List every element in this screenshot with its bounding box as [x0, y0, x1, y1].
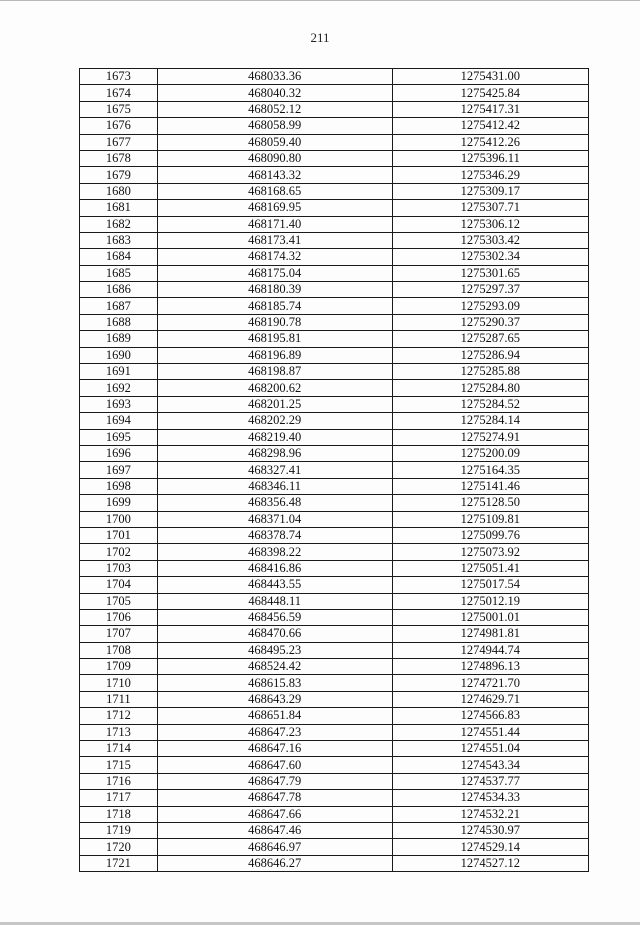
table-row — [80, 790, 589, 806]
point-number-cell: 1679 — [80, 167, 158, 183]
table-row — [80, 478, 589, 494]
x-coordinate-cell: 468615.83 — [157, 675, 392, 691]
table-row — [80, 69, 589, 85]
table-row — [80, 429, 589, 445]
point-number-cell: 1701 — [80, 527, 158, 543]
x-coordinate-cell: 468180.39 — [157, 282, 392, 298]
x-coordinate-cell: 468168.65 — [157, 183, 392, 199]
point-number-cell: 1692 — [80, 380, 158, 396]
y-coordinate-cell: 1275099.76 — [392, 527, 588, 543]
y-coordinate-cell: 1275302.34 — [392, 249, 588, 265]
table-row — [80, 232, 589, 248]
point-number-cell: 1695 — [80, 429, 158, 445]
y-coordinate-cell: 1275141.46 — [392, 478, 588, 494]
point-number-cell: 1688 — [80, 314, 158, 330]
scan-edge-top — [0, 0, 640, 1]
y-coordinate-cell: 1274530.97 — [392, 822, 588, 838]
y-coordinate-cell: 1274529.14 — [392, 839, 588, 855]
table-row — [80, 314, 589, 330]
table-row — [80, 839, 589, 855]
point-number-cell: 1691 — [80, 364, 158, 380]
table-row — [80, 134, 589, 150]
table-row — [80, 183, 589, 199]
y-coordinate-cell: 1275001.01 — [392, 609, 588, 625]
point-number-cell: 1696 — [80, 445, 158, 461]
table-row — [80, 216, 589, 232]
point-number-cell: 1706 — [80, 609, 158, 625]
point-number-cell: 1690 — [80, 347, 158, 363]
x-coordinate-cell: 468647.16 — [157, 741, 392, 757]
y-coordinate-cell: 1274551.44 — [392, 724, 588, 740]
x-coordinate-cell: 468651.84 — [157, 708, 392, 724]
x-coordinate-cell: 468200.62 — [157, 380, 392, 396]
x-coordinate-cell: 468059.40 — [157, 134, 392, 150]
x-coordinate-cell: 468448.11 — [157, 593, 392, 609]
table-row — [80, 462, 589, 478]
table-row — [80, 396, 589, 412]
x-coordinate-cell: 468219.40 — [157, 429, 392, 445]
x-coordinate-cell: 468646.97 — [157, 839, 392, 855]
point-number-cell: 1675 — [80, 101, 158, 117]
y-coordinate-cell: 1275200.09 — [392, 445, 588, 461]
y-coordinate-cell: 1275287.65 — [392, 331, 588, 347]
x-coordinate-cell: 468643.29 — [157, 691, 392, 707]
point-number-cell: 1689 — [80, 331, 158, 347]
table-row — [80, 560, 589, 576]
point-number-cell: 1704 — [80, 577, 158, 593]
point-number-cell: 1682 — [80, 216, 158, 232]
table-row — [80, 118, 589, 134]
x-coordinate-cell: 468174.32 — [157, 249, 392, 265]
table-row — [80, 495, 589, 511]
y-coordinate-cell: 1275303.42 — [392, 232, 588, 248]
table-row — [80, 200, 589, 216]
table-row — [80, 773, 589, 789]
x-coordinate-cell: 468058.99 — [157, 118, 392, 134]
coordinates-table-body — [80, 69, 589, 872]
point-number-cell: 1677 — [80, 134, 158, 150]
y-coordinate-cell: 1275284.80 — [392, 380, 588, 396]
y-coordinate-cell: 1275309.17 — [392, 183, 588, 199]
y-coordinate-cell: 1275109.81 — [392, 511, 588, 527]
y-coordinate-cell: 1275412.26 — [392, 134, 588, 150]
y-coordinate-cell: 1275274.91 — [392, 429, 588, 445]
point-number-cell: 1721 — [80, 855, 158, 871]
x-coordinate-cell: 468198.87 — [157, 364, 392, 380]
y-coordinate-cell: 1275290.37 — [392, 314, 588, 330]
x-coordinate-cell: 468202.29 — [157, 413, 392, 429]
x-coordinate-cell: 468169.95 — [157, 200, 392, 216]
y-coordinate-cell: 1274551.04 — [392, 741, 588, 757]
point-number-cell: 1681 — [80, 200, 158, 216]
x-coordinate-cell: 468143.32 — [157, 167, 392, 183]
x-coordinate-cell: 468356.48 — [157, 495, 392, 511]
table-row — [80, 855, 589, 871]
table-row — [80, 544, 589, 560]
y-coordinate-cell: 1274537.77 — [392, 773, 588, 789]
table-row — [80, 298, 589, 314]
table-row — [80, 577, 589, 593]
x-coordinate-cell: 468647.79 — [157, 773, 392, 789]
table-row — [80, 609, 589, 625]
point-number-cell: 1720 — [80, 839, 158, 855]
point-number-cell: 1714 — [80, 741, 158, 757]
point-number-cell: 1683 — [80, 232, 158, 248]
x-coordinate-cell: 468201.25 — [157, 396, 392, 412]
coordinates-table — [79, 68, 589, 872]
x-coordinate-cell: 468647.66 — [157, 806, 392, 822]
point-number-cell: 1697 — [80, 462, 158, 478]
x-coordinate-cell: 468171.40 — [157, 216, 392, 232]
table-row — [80, 511, 589, 527]
y-coordinate-cell: 1274896.13 — [392, 659, 588, 675]
point-number-cell: 1680 — [80, 183, 158, 199]
y-coordinate-cell: 1275285.88 — [392, 364, 588, 380]
x-coordinate-cell: 468371.04 — [157, 511, 392, 527]
table-row — [80, 691, 589, 707]
y-coordinate-cell: 1275301.65 — [392, 265, 588, 281]
point-number-cell: 1685 — [80, 265, 158, 281]
point-number-cell: 1717 — [80, 790, 158, 806]
x-coordinate-cell: 468378.74 — [157, 527, 392, 543]
y-coordinate-cell: 1275297.37 — [392, 282, 588, 298]
x-coordinate-cell: 468443.55 — [157, 577, 392, 593]
point-number-cell: 1712 — [80, 708, 158, 724]
y-coordinate-cell: 1275431.00 — [392, 69, 588, 85]
point-number-cell: 1716 — [80, 773, 158, 789]
point-number-cell: 1687 — [80, 298, 158, 314]
table-row — [80, 445, 589, 461]
y-coordinate-cell: 1274566.83 — [392, 708, 588, 724]
x-coordinate-cell: 468196.89 — [157, 347, 392, 363]
table-row — [80, 822, 589, 838]
x-coordinate-cell: 468647.46 — [157, 822, 392, 838]
table-row — [80, 741, 589, 757]
table-row — [80, 347, 589, 363]
point-number-cell: 1711 — [80, 691, 158, 707]
y-coordinate-cell: 1275293.09 — [392, 298, 588, 314]
table-row — [80, 282, 589, 298]
x-coordinate-cell: 468647.60 — [157, 757, 392, 773]
table-row — [80, 413, 589, 429]
y-coordinate-cell: 1274527.12 — [392, 855, 588, 871]
point-number-cell: 1674 — [80, 85, 158, 101]
point-number-cell: 1703 — [80, 560, 158, 576]
table-row — [80, 364, 589, 380]
table-row — [80, 757, 589, 773]
x-coordinate-cell: 468470.66 — [157, 626, 392, 642]
y-coordinate-cell: 1275286.94 — [392, 347, 588, 363]
point-number-cell: 1702 — [80, 544, 158, 560]
point-number-cell: 1713 — [80, 724, 158, 740]
y-coordinate-cell: 1274532.21 — [392, 806, 588, 822]
y-coordinate-cell: 1275017.54 — [392, 577, 588, 593]
table-row — [80, 380, 589, 396]
y-coordinate-cell: 1275412.42 — [392, 118, 588, 134]
x-coordinate-cell: 468346.11 — [157, 478, 392, 494]
x-coordinate-cell: 468195.81 — [157, 331, 392, 347]
x-coordinate-cell: 468646.27 — [157, 855, 392, 871]
x-coordinate-cell: 468052.12 — [157, 101, 392, 117]
x-coordinate-cell: 468040.32 — [157, 85, 392, 101]
table-row — [80, 659, 589, 675]
x-coordinate-cell: 468327.41 — [157, 462, 392, 478]
y-coordinate-cell: 1275396.11 — [392, 150, 588, 166]
y-coordinate-cell: 1275284.14 — [392, 413, 588, 429]
y-coordinate-cell: 1275425.84 — [392, 85, 588, 101]
point-number-cell: 1705 — [80, 593, 158, 609]
x-coordinate-cell: 468175.04 — [157, 265, 392, 281]
table-row — [80, 626, 589, 642]
point-number-cell: 1710 — [80, 675, 158, 691]
x-coordinate-cell: 468495.23 — [157, 642, 392, 658]
point-number-cell: 1684 — [80, 249, 158, 265]
point-number-cell: 1698 — [80, 478, 158, 494]
point-number-cell: 1707 — [80, 626, 158, 642]
y-coordinate-cell: 1274629.71 — [392, 691, 588, 707]
point-number-cell: 1699 — [80, 495, 158, 511]
point-number-cell: 1693 — [80, 396, 158, 412]
point-number-cell: 1686 — [80, 282, 158, 298]
x-coordinate-cell: 468033.36 — [157, 69, 392, 85]
y-coordinate-cell: 1275307.71 — [392, 200, 588, 216]
table-row — [80, 642, 589, 658]
y-coordinate-cell: 1275012.19 — [392, 593, 588, 609]
table-row — [80, 675, 589, 691]
table-row — [80, 265, 589, 281]
x-coordinate-cell: 468298.96 — [157, 445, 392, 461]
point-number-cell: 1694 — [80, 413, 158, 429]
y-coordinate-cell: 1275128.50 — [392, 495, 588, 511]
y-coordinate-cell: 1275417.31 — [392, 101, 588, 117]
point-number-cell: 1719 — [80, 822, 158, 838]
x-coordinate-cell: 468190.78 — [157, 314, 392, 330]
table-row — [80, 150, 589, 166]
x-coordinate-cell: 468647.78 — [157, 790, 392, 806]
y-coordinate-cell: 1275051.41 — [392, 560, 588, 576]
y-coordinate-cell: 1274534.33 — [392, 790, 588, 806]
y-coordinate-cell: 1274944.74 — [392, 642, 588, 658]
x-coordinate-cell: 468398.22 — [157, 544, 392, 560]
point-number-cell: 1715 — [80, 757, 158, 773]
table-row — [80, 708, 589, 724]
table-row — [80, 331, 589, 347]
y-coordinate-cell: 1275284.52 — [392, 396, 588, 412]
point-number-cell: 1708 — [80, 642, 158, 658]
table-row — [80, 101, 589, 117]
x-coordinate-cell: 468185.74 — [157, 298, 392, 314]
table-row — [80, 527, 589, 543]
point-number-cell: 1676 — [80, 118, 158, 134]
y-coordinate-cell: 1275164.35 — [392, 462, 588, 478]
point-number-cell: 1673 — [80, 69, 158, 85]
table-row — [80, 593, 589, 609]
y-coordinate-cell: 1274721.70 — [392, 675, 588, 691]
point-number-cell: 1700 — [80, 511, 158, 527]
y-coordinate-cell: 1275346.29 — [392, 167, 588, 183]
page-number: 211 — [310, 30, 330, 45]
table-row — [80, 167, 589, 183]
point-number-cell: 1718 — [80, 806, 158, 822]
y-coordinate-cell: 1275073.92 — [392, 544, 588, 560]
table-row — [80, 806, 589, 822]
x-coordinate-cell: 468090.80 — [157, 150, 392, 166]
point-number-cell: 1709 — [80, 659, 158, 675]
table-row — [80, 724, 589, 740]
x-coordinate-cell: 468456.59 — [157, 609, 392, 625]
x-coordinate-cell: 468524.42 — [157, 659, 392, 675]
x-coordinate-cell: 468647.23 — [157, 724, 392, 740]
table-row — [80, 249, 589, 265]
table-row — [80, 85, 589, 101]
y-coordinate-cell: 1274981.81 — [392, 626, 588, 642]
y-coordinate-cell: 1274543.34 — [392, 757, 588, 773]
x-coordinate-cell: 468416.86 — [157, 560, 392, 576]
x-coordinate-cell: 468173.41 — [157, 232, 392, 248]
point-number-cell: 1678 — [80, 150, 158, 166]
y-coordinate-cell: 1275306.12 — [392, 216, 588, 232]
